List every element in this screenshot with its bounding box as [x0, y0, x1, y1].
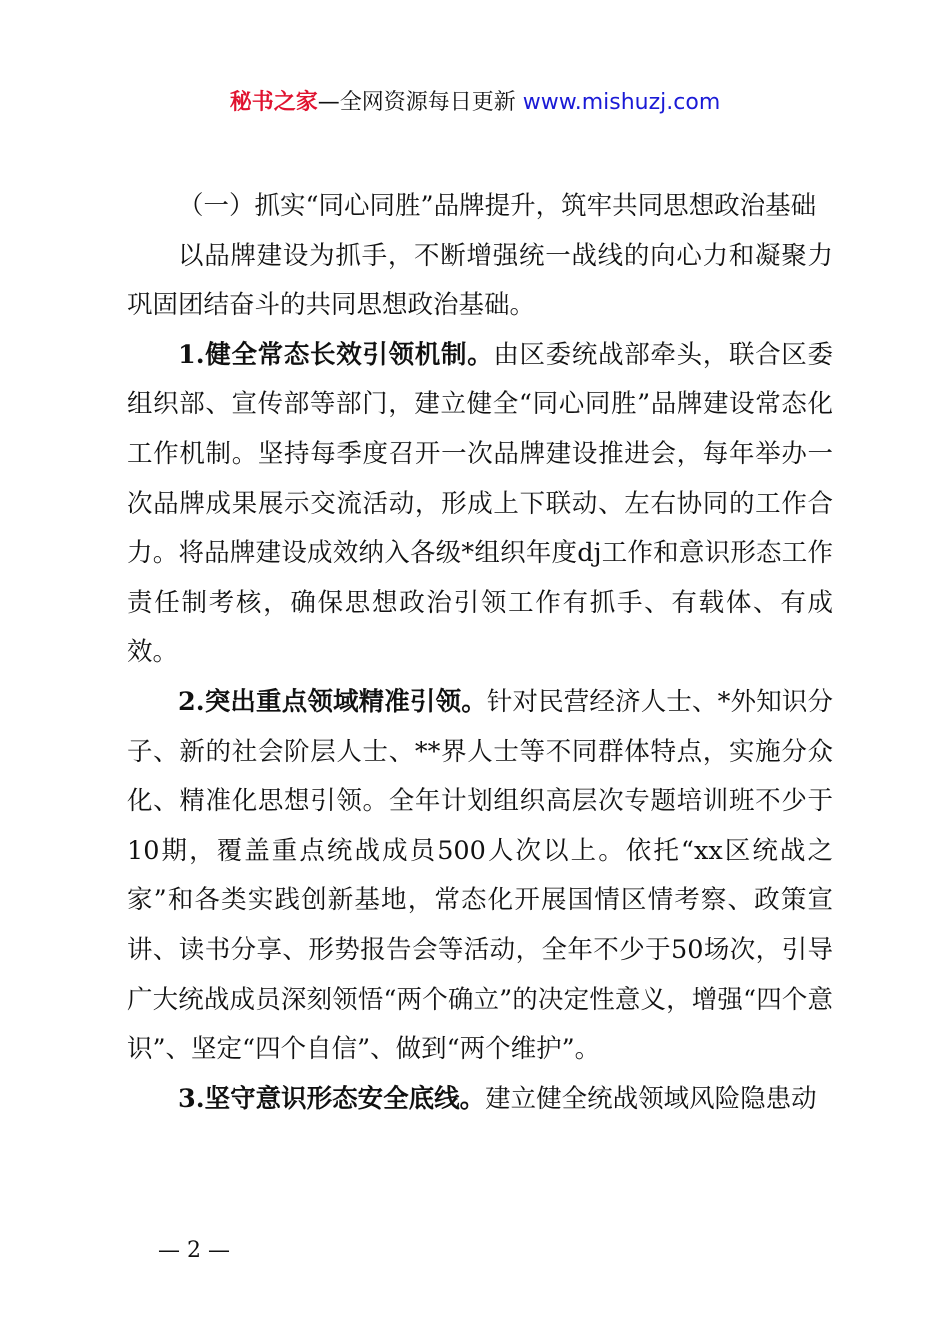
paragraph: [127, 232, 833, 331]
header-slogan: —全网资源每日更新: [317, 90, 523, 115]
paragraph-lead: 3.坚守意识形态安全底线。: [178, 1083, 486, 1114]
paragraph-text: 由区委统战部牵头，联合区委组织部、宣传部等部门，建立健全“同心同胜”品牌建设常态化工作机制。坚持每季度召开一次品牌建设推进会，每年举办一次品牌成果展示交流活动，形成上下联动、左右协同的工作合力。将品牌建设成效纳入各级*组织年度dj工作和意识形态工作责任制考核，确保思想政治引领工作有抓手、有载体、有成效。: [127, 339, 833, 668]
paragraph-lead: 1.健全常态长效引领机制。: [178, 339, 494, 370]
paragraph: [127, 678, 833, 1075]
paragraph: [127, 1075, 833, 1125]
paragraph-text: 针对民营经济人士、*外知识分子、新的社会阶层人士、**界人士等不同群体特点，实施分众化、精准化思想引领。全年计划组织高层次专题培训班不少于10期，覆盖重点统战成员500人次以上。依托“xx区统战之家”和各类实践创新基地，常态化开展国情区情考察、政策宣讲、读书分享、形势报告会等活动，全年不少于50场次，引导广大统战成员深刻领悟“两个确立”的决定性意义，增强“四个意识”、坚定“四个自信”、做到“两个维护”。: [127, 686, 833, 1065]
section-heading: [127, 182, 833, 232]
paragraph-text: 以品牌建设为抓手，不断增强统一战线的向心力和凝聚力巩固团结奋斗的共同思想政治基础。: [127, 240, 833, 321]
document-body: [127, 182, 833, 1124]
paragraph-text: 建立健全统战领域风险隐患动: [485, 1083, 817, 1114]
brand-name: 秘书之家: [229, 90, 318, 115]
paragraph-lead: 2.突出重点领域精准引领。: [178, 686, 487, 717]
site-url[interactable]: www.mishuzj.com: [522, 90, 721, 115]
paragraph-text: （一）抓实“同心同胜”品牌提升，筑牢共同思想政治基础: [178, 191, 817, 221]
page-number: — 2 —: [158, 1238, 230, 1263]
site-header: [0, 88, 950, 118]
paragraph: [127, 331, 833, 678]
